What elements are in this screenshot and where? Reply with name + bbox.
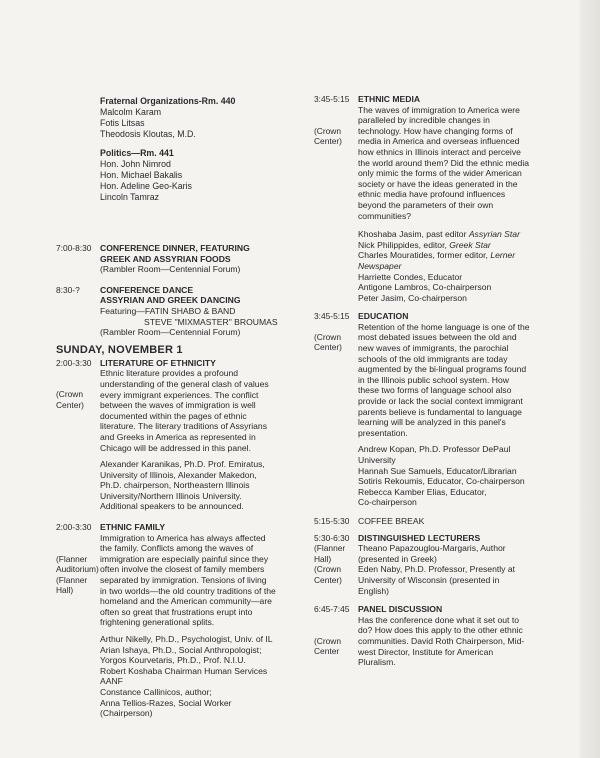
lecturer-line: Theano Papazouglou-Margaris, Author bbox=[358, 543, 506, 554]
page-edge-shadow bbox=[580, 0, 600, 758]
lecturers-section bbox=[314, 533, 574, 597]
description-line: Immigration to America has always affected bbox=[100, 532, 266, 543]
discussion-section bbox=[314, 604, 574, 668]
panelist-line: Ph.D. chairperson, Northeastern Illinois bbox=[100, 480, 250, 491]
dance-line-3: Featuring—FATIN SHABO & BAND bbox=[100, 305, 236, 316]
publication-name: Greek Star bbox=[449, 239, 491, 250]
panelist-line bbox=[358, 250, 574, 261]
lecturers-lines bbox=[358, 543, 574, 596]
media-description bbox=[358, 105, 574, 222]
dinner-line-1: CONFERENCE DINNER, FEATURING bbox=[100, 243, 250, 253]
dinner-time: 7:00-8:30 bbox=[56, 243, 92, 253]
lecturers-location-4: Center) bbox=[314, 574, 342, 585]
lecturer-line: Eden Naby, Ph.D. Professor, Presently at bbox=[358, 564, 515, 575]
description-line: paralleled by incredible changes in bbox=[358, 115, 490, 126]
description-line: homeland and the American community—are bbox=[100, 596, 272, 607]
panelist-line: University/Northern Illinois University. bbox=[100, 490, 242, 501]
family-location-2: Auditorium) bbox=[56, 564, 99, 575]
dance-line-1: CONFERENCE DANCE bbox=[100, 284, 194, 295]
description-line: documented within the pages of ethnic bbox=[100, 410, 247, 421]
politics-title: Politics—Rm. 441 bbox=[100, 148, 174, 158]
dinner-line-3: (Rambler Room—Centennial Forum) bbox=[100, 264, 241, 275]
panelist-line: Constance Callinicos, author; bbox=[100, 686, 212, 697]
lecturer-line: English) bbox=[358, 585, 390, 596]
description-line: ethnic media have profound influences bbox=[358, 189, 506, 200]
dinner-section bbox=[56, 243, 312, 275]
politician-name: Lincoln Tamraz bbox=[100, 192, 160, 202]
panelist-line: Yorgos Kourvetaris, Ph.D., Prof. N.I.U. bbox=[100, 655, 246, 666]
description-line: every immigrant experiences. The conflict bbox=[100, 389, 259, 400]
description-line: learning will be analyzed in this panel's bbox=[358, 417, 506, 428]
description-line: in the Illinois public school system. How bbox=[358, 374, 509, 385]
discussion-lines bbox=[358, 615, 574, 668]
discussion-time-block bbox=[314, 604, 360, 657]
description-line: schools of the old immigrants are today bbox=[358, 353, 508, 364]
media-time: 3:45-5:15 bbox=[314, 94, 350, 104]
description-line: new waves of immigrants, the parochial bbox=[358, 343, 509, 354]
lecturers-title: DISTINGUISHED LECTURERS bbox=[358, 532, 481, 543]
dance-time: 8:30-? bbox=[56, 284, 80, 295]
dance-line-2: ASSYRIAN AND GREEK DANCING bbox=[100, 295, 241, 306]
family-section bbox=[56, 522, 312, 719]
lecturer-line: (presented in Greek) bbox=[358, 553, 437, 564]
politics-names bbox=[100, 159, 312, 203]
family-location-1: (Flanner bbox=[56, 553, 88, 564]
description-line: separated by immigration. Tensions of living bbox=[100, 575, 267, 586]
panelist-text: Nick Philippides, editor, bbox=[358, 239, 450, 250]
discussion-line: west Director, Institute for American bbox=[358, 646, 494, 657]
panelist-line: Rebecca Kamber Elias, Educator, bbox=[358, 486, 487, 497]
panelist-line: University of Illinois, Alexander Makedon, bbox=[100, 469, 257, 480]
panelist-line: Anna Tellios-Razes, Social Worker bbox=[100, 697, 232, 708]
description-line: frightening generational splits. bbox=[100, 617, 215, 628]
description-line: these two forms of language school also bbox=[358, 385, 512, 396]
description-line: technology. How have changing forms of bbox=[358, 125, 513, 136]
description-line: provide or lack the social context immigrant bbox=[358, 396, 523, 407]
panelist-line bbox=[358, 272, 574, 283]
education-section bbox=[314, 311, 574, 508]
dance-line-4: STEVE "MIXMASTER" BROUMAS bbox=[144, 316, 278, 327]
media-location-1: (Crown bbox=[314, 125, 341, 136]
lecturers-location-3: (Crown bbox=[314, 564, 341, 575]
panelist-line: Hannah Sue Samuels, Educator/Librarian bbox=[358, 465, 517, 476]
family-time: 2:00-3:30 bbox=[56, 522, 92, 533]
panelist-text: Antigone Lambros, Co-chairperson bbox=[358, 282, 492, 293]
fraternal-title: Fraternal Organizations-Rm. 440 bbox=[100, 96, 236, 106]
panelist-line: Alexander Karanikas, Ph.D. Prof. Emiratus, bbox=[100, 459, 265, 470]
literature-time: 2:00-3:30 bbox=[56, 357, 92, 368]
education-panel bbox=[358, 444, 574, 508]
panelist-line bbox=[358, 282, 574, 293]
literature-location-2: Center) bbox=[56, 399, 84, 410]
literature-title: LITERATURE OF ETHNICITY bbox=[100, 357, 216, 368]
education-location-1: (Crown bbox=[314, 331, 341, 342]
politician-name: Hon. Adeline Geo-Karis bbox=[100, 181, 192, 191]
fraternal-names bbox=[100, 107, 312, 140]
description-line: Retention of the home language is one of the bbox=[358, 321, 530, 332]
education-time-block bbox=[314, 311, 360, 353]
description-line: how ethnics in Illinois interact and perceive bbox=[358, 146, 521, 157]
literature-panel bbox=[100, 459, 312, 512]
panelist-line: AANF bbox=[100, 676, 123, 687]
education-time: 3:45-5:15 bbox=[314, 311, 350, 322]
fraternal-name: Fotis Litsas bbox=[100, 118, 145, 128]
politician-name: Hon. Michael Bakalis bbox=[100, 170, 183, 180]
politics-section bbox=[100, 148, 312, 203]
description-line: literature. The literary traditions of Assyrians bbox=[100, 421, 268, 432]
description-line: and Greeks in America as represented in bbox=[100, 431, 256, 442]
literature-description bbox=[100, 368, 312, 453]
description-line: media in America and overseas influenced bbox=[358, 136, 520, 147]
discussion-line: Pluralism. bbox=[358, 657, 396, 668]
fraternal-section bbox=[100, 96, 312, 140]
panelist-line: Arian Ishaya, Ph.D., Social Anthropologist; bbox=[100, 644, 262, 655]
lecturers-time-block bbox=[314, 533, 360, 586]
discussion-line: do? How does this apply to the other ethnic bbox=[358, 625, 523, 636]
description-line: presentation. bbox=[358, 427, 408, 438]
fraternal-name: Malcolm Karam bbox=[100, 107, 162, 117]
lecturers-location-2: Hall) bbox=[314, 553, 332, 564]
family-panel bbox=[100, 634, 312, 719]
discussion-line: communities. David Roth Chairperson, Mid- bbox=[358, 635, 525, 646]
media-section bbox=[314, 94, 574, 303]
politician-name: Hon. John Nimrod bbox=[100, 159, 171, 169]
education-location-2: Center) bbox=[314, 342, 342, 353]
dinner-line-2: GREEK AND ASSYRIAN FOODS bbox=[100, 253, 231, 264]
media-time-block bbox=[314, 94, 360, 147]
description-line: Ethnic literature provides a profound bbox=[100, 368, 239, 379]
description-line: the family. Conflicts among the waves of bbox=[100, 543, 254, 554]
description-line: often so great that frustrations erupt into bbox=[100, 606, 253, 617]
panelist-line: University bbox=[358, 455, 396, 465]
panelist-line: Robert Koshaba Chairman Human Services bbox=[100, 665, 268, 676]
fraternal-name: Theodosis Kloutas, M.D. bbox=[100, 129, 196, 139]
discussion-title: PANEL DISCUSSION bbox=[358, 604, 443, 615]
dance-line-5: (Rambler Room—Centennial Forum) bbox=[100, 327, 241, 338]
description-line: society or have the ideas generated in the bbox=[358, 178, 518, 189]
family-location-3: (Flanner bbox=[56, 574, 88, 585]
publication-name: Lerner bbox=[490, 250, 516, 261]
description-line: parents believe is fundamental to language bbox=[358, 406, 522, 417]
panelist-text: Khoshaba Jasim, past editor bbox=[358, 229, 469, 240]
lecturers-time: 5:30-6:30 bbox=[314, 532, 350, 543]
lecturer-line: University of Wisconsin (presented in bbox=[358, 574, 500, 585]
description-line: often involve the closest of family members bbox=[100, 564, 265, 575]
media-location-2: Center) bbox=[314, 136, 342, 147]
family-location-4: Hall) bbox=[56, 585, 74, 596]
description-line: in two worlds—the old country traditions of the bbox=[100, 585, 276, 596]
description-line: the world around them? Did the ethnic media bbox=[358, 157, 530, 168]
panelist-text: Peter Jasim, Co-chairperson bbox=[358, 292, 467, 303]
literature-location-1: (Crown bbox=[56, 389, 83, 400]
description-line: only mimic the forms of the wider American bbox=[358, 168, 522, 179]
panelist-line bbox=[358, 293, 574, 304]
discussion-location-2: Center bbox=[314, 646, 340, 657]
literature-section bbox=[56, 358, 312, 512]
discussion-time: 6:45-7:45 bbox=[314, 604, 350, 615]
description-line: understanding of the general clash of values bbox=[100, 378, 269, 389]
description-line: augmented by the bi-lingual programs found bbox=[358, 364, 527, 375]
dance-section bbox=[56, 285, 312, 338]
coffee-time: 5:15-5:30 bbox=[314, 515, 350, 526]
coffee-section bbox=[314, 516, 574, 527]
family-description bbox=[100, 533, 312, 628]
discussion-location-1: (Crown bbox=[314, 635, 341, 646]
panelist-line: Co-chairperson bbox=[358, 497, 417, 508]
coffee-title: COFFEE BREAK bbox=[358, 515, 425, 526]
panelist-text: Harriette Condes, Educator bbox=[358, 271, 463, 282]
panelist-line: Sotiris Rekoumis, Educator, Co-chairperson bbox=[358, 476, 525, 487]
publication-name: Assyrian Star bbox=[468, 229, 520, 240]
description-line: most debated issues between the old and bbox=[358, 332, 517, 343]
education-description bbox=[358, 322, 574, 439]
panelist-line: Andrew Kopan, Ph.D. Professor DePaul bbox=[358, 444, 511, 455]
panelist-line: Arthur Nikelly, Ph.D., Psychologist, Univ. of IL bbox=[100, 634, 273, 644]
description-line: immigration are especially painful since they bbox=[100, 553, 269, 564]
family-title: ETHNIC FAMILY bbox=[100, 522, 166, 533]
panelist-text: Charles Mouratides, former editor, bbox=[358, 250, 491, 261]
media-panel bbox=[358, 229, 574, 303]
education-title: EDUCATION bbox=[358, 311, 409, 322]
media-title: ETHNIC MEDIA bbox=[358, 94, 421, 104]
panelist-line bbox=[358, 261, 574, 272]
sunday-heading: SUNDAY, NOVEMBER 1 bbox=[56, 343, 183, 356]
family-time-block bbox=[56, 522, 102, 596]
description-line: between the waves of immigration is well bbox=[100, 400, 256, 411]
publication-name: Newspaper bbox=[358, 260, 402, 271]
panelist-line bbox=[358, 240, 574, 251]
description-line: beyond the parameters of their own bbox=[358, 199, 494, 210]
description-line: communities? bbox=[358, 210, 412, 221]
description-line: Chicago will be addressed in this panel. bbox=[100, 442, 251, 453]
left-column bbox=[56, 96, 312, 719]
panelist-line bbox=[358, 229, 574, 240]
literature-time-block bbox=[56, 358, 102, 411]
lecturers-location-1: (Flanner bbox=[314, 543, 346, 554]
panelist-line: Additional speakers to be announced. bbox=[100, 501, 244, 512]
discussion-line: Has the conference done what it set out to bbox=[358, 614, 519, 625]
description-line: The waves of immigration to America were bbox=[358, 104, 520, 115]
right-column bbox=[314, 94, 574, 668]
panelist-line: (Chairperson) bbox=[100, 708, 153, 719]
